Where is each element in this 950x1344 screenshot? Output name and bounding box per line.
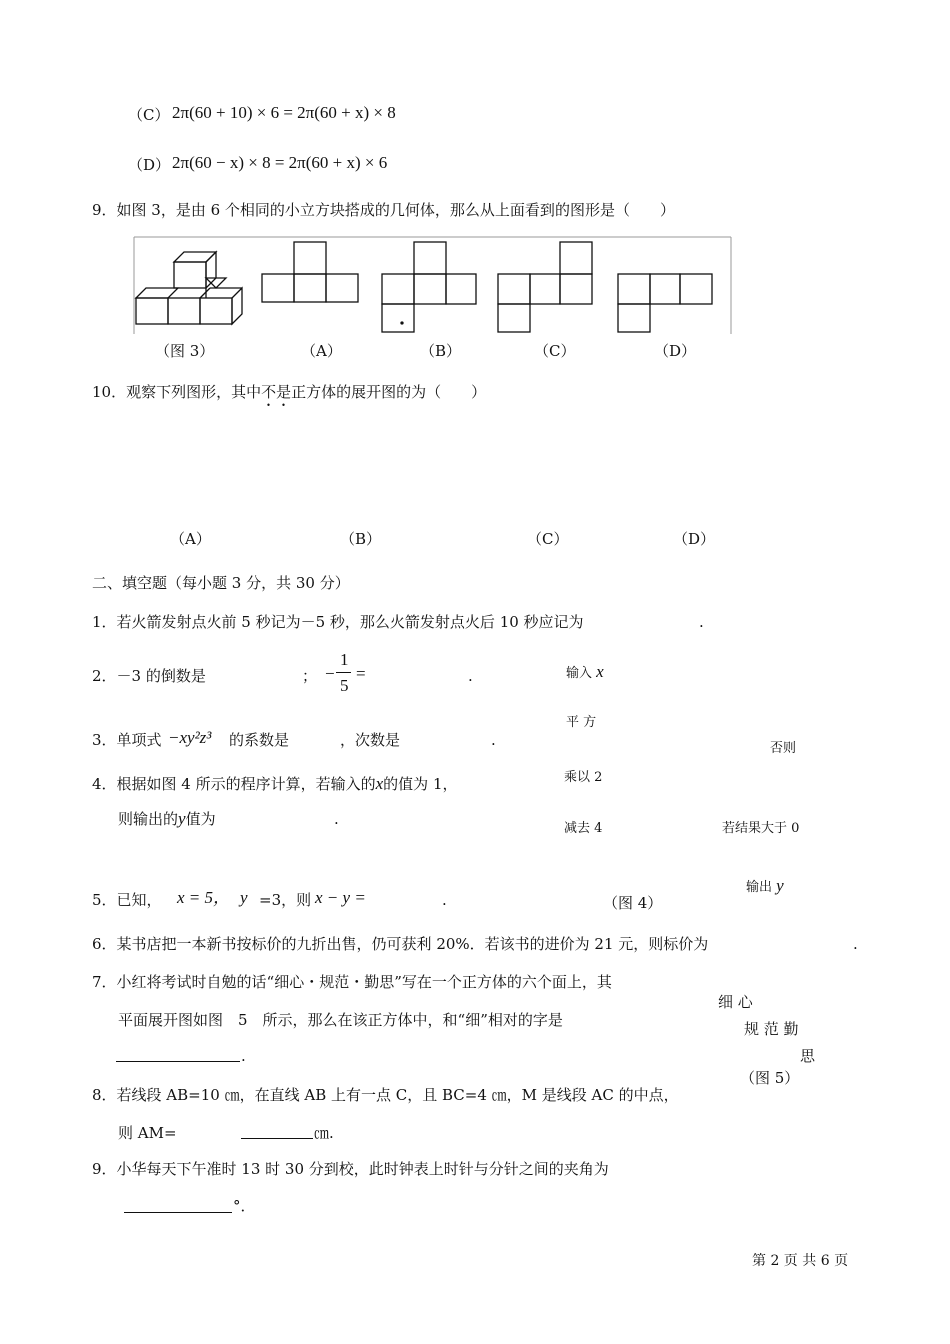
flowchart-input-var: x <box>596 662 604 681</box>
flowchart-output-label: 输出 <box>746 880 773 895</box>
option-d-top-view <box>618 274 712 332</box>
figure-5-row-2: 规 范 勤 <box>744 1020 799 1038</box>
flowchart-condition: 若结果大于 0 <box>722 821 800 836</box>
fill-q2-equals: = <box>356 664 366 683</box>
choice-c-label: （C） <box>128 106 170 124</box>
fill-q2-fraction-bar <box>336 672 351 673</box>
q10-text-a: 10．观察下列图形，其中 <box>92 383 262 401</box>
figure-5-row-1: 细 心 <box>718 993 753 1011</box>
q10-emphasis: 不是 <box>261 383 292 401</box>
fill-q4-text-a: 4．根据如图 4 所示的程序计算，若输入的 <box>92 775 376 793</box>
fill-q2-denominator: 5 <box>340 676 349 695</box>
fill-q4-text-b: 的值为 1， <box>383 775 458 793</box>
fill-q5-x: x = 5， <box>177 888 231 907</box>
flowchart-output-var: y <box>776 876 784 895</box>
figure-3-cubes <box>136 252 242 324</box>
flowchart-step-subtract: 减去 4 <box>564 821 603 836</box>
option-c-top-view <box>498 242 592 332</box>
fill-q4-line2 <box>118 810 216 828</box>
flowchart-step-multiply: 乘以 2 <box>564 770 603 785</box>
fill-q5-text-b: =3，则 <box>259 891 312 909</box>
fill-q5-expression: x − y = <box>315 888 366 907</box>
fill-q3-end: . <box>491 731 496 749</box>
q10-option-c: （C） <box>527 530 569 548</box>
q10-text-b: 正方体的展开图的为（ ） <box>291 383 487 401</box>
fill-q1-end: . <box>699 613 704 631</box>
fill-q4-text-d: 值为 <box>185 810 216 828</box>
fill-q5-y: y <box>240 888 248 907</box>
flowchart-input-label: 输入 <box>566 666 593 681</box>
page-number: 第 2 页 共 6 页 <box>752 1253 849 1269</box>
fill-q5-text: 5．已知， <box>92 891 162 909</box>
fill-q8-line2: 则 AM= <box>118 1124 177 1142</box>
fill-q8-unit: ㎝. <box>314 1124 334 1142</box>
fill-q3-degree-label: ，次数是 <box>340 731 401 749</box>
figure-5-caption: （图 5） <box>740 1069 800 1087</box>
fill-q7-line1: 7．小红将考试时自勉的话“细心・规范・勤思”写在一个正方体的六个面上，其 <box>92 973 612 991</box>
fill-q2-text: 2．－3 的倒数是 <box>92 667 206 685</box>
fill-q3-monomial: −xy²z³ <box>168 728 212 747</box>
choice-d-formula: 2π(60 − x) × 8 = 2π(60 + x) × 6 <box>172 153 388 172</box>
fill-q2-numerator: 1 <box>340 650 349 669</box>
figure-3-caption: （图 3） <box>155 342 215 360</box>
option-b-caption: （B） <box>420 342 462 360</box>
fill-q6-text: 6．某书店把一本新书按标价的九折出售，仍可获利 20%．若该书的进价为 21 元，则标价为 <box>92 935 709 953</box>
figure-4-caption: （图 4） <box>603 894 663 912</box>
fill-q9-answer-blank <box>124 1212 232 1213</box>
figure-5-row-3: 思 <box>800 1047 816 1065</box>
fill-q8-line1: 8．若线段 AB=10 ㎝，在直线 AB 上有一点 C，且 BC=4 ㎝，M 是线段 AC 的中点， <box>92 1086 679 1104</box>
q10-option-a: （A） <box>170 530 211 548</box>
fill-q8-answer-blank <box>241 1138 313 1139</box>
fill-q6-end: . <box>853 935 858 953</box>
fill-q5-end: . <box>442 891 447 909</box>
q10-option-d: （D） <box>673 530 716 548</box>
fill-q2-minus: − <box>325 664 335 683</box>
option-a-caption: （A） <box>301 342 342 360</box>
fill-q1-text: 1．若火箭发射点火前 5 秒记为－5 秒，那么火箭发射点火后 10 秒应记为 <box>92 613 584 631</box>
flowchart-step-square: 平 方 <box>566 715 597 730</box>
fill-q3-text: 3．单项式 <box>92 731 162 749</box>
option-d-caption: （D） <box>654 342 697 360</box>
option-a-top-view <box>262 242 358 302</box>
option-c-caption: （C） <box>534 342 576 360</box>
fill-q4-end: . <box>334 810 339 828</box>
fill-q4-y: y <box>178 809 186 828</box>
choice-d-label: （D） <box>128 156 171 174</box>
choice-c-formula: 2π(60 + 10) × 6 = 2π(60 + x) × 8 <box>172 103 396 122</box>
flowchart-input <box>566 663 604 683</box>
fill-q9-text: 9．小华每天下午准时 13 时 30 分到校，此时钟表上时针与分针之间的夹角为 <box>92 1160 609 1178</box>
fill-q7-end: . <box>241 1047 246 1065</box>
fill-q9-end: °． <box>233 1197 256 1215</box>
flowchart-else: 否则 <box>770 741 797 756</box>
q10-option-b: （B） <box>340 530 382 548</box>
fill-q7-answer-blank <box>116 1061 240 1062</box>
question-9-text: 9．如图 3，是由 6 个相同的小立方块搭成的几何体，那么从上面看到的图形是（ ） <box>92 201 675 219</box>
option-b-top-view <box>382 242 476 332</box>
fill-q2-semicolon: ； <box>302 667 318 685</box>
fill-q4-line1 <box>92 775 457 793</box>
flowchart-output <box>746 877 784 897</box>
q9-figures <box>130 234 735 340</box>
section-2-title: 二、填空题（每小题 3 分，共 30 分） <box>92 574 350 592</box>
fill-q7-line2: 平面展开图如图 5 所示，那么在该正方体中，和“细”相对的字是 <box>118 1011 563 1029</box>
fill-q2-end: . <box>468 667 473 685</box>
fill-q4-text-c: 则输出的 <box>118 810 179 828</box>
fill-q3-coefficient-label: 的系数是 <box>229 731 290 749</box>
question-10-text <box>92 383 486 410</box>
fill-q4-x: x <box>375 774 384 793</box>
